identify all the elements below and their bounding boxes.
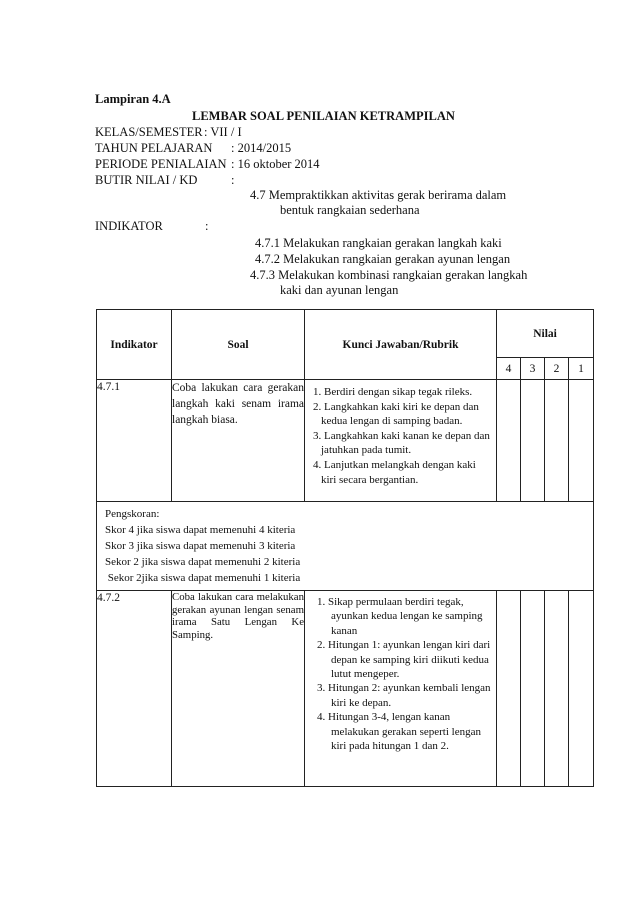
row1-kunci-item: 2. Langkahkan kaki kiri ke depan dan kedua lengan di samping badan. (313, 400, 479, 428)
tahun-label: TAHUN PELAJARAN (95, 141, 213, 155)
kd-line-1: 4.7 Mempraktikkan aktivitas gerak berirama dalam (250, 188, 507, 202)
row1-soal-cell (172, 380, 305, 502)
row1-nilai-3[interactable] (521, 380, 545, 502)
scoring-cell (97, 502, 594, 591)
row2-soal-cell (172, 591, 305, 787)
row2-kunci-list (313, 595, 492, 753)
header-kunci: Kunci Jawaban/Rubrik (305, 310, 497, 380)
scoring-line: Sekor 2 jika siswa dapat memenuhi 2 kiteria (105, 556, 301, 568)
indikator-colon: : (205, 219, 209, 233)
row2-kunci-item: 4. Hitungan 3-4, lengan kanan melakukan gerakan seperti lengan kiri pada hitungan 1 dan 2. (317, 711, 481, 753)
indicator-4-7-3-line-2: kaki dan ayunan lengan (280, 283, 399, 297)
row1-indikator: 4.7.1 (97, 380, 172, 502)
row2-nilai-3[interactable] (521, 591, 545, 787)
row2-soal: Coba lakukan cara melakukan gerakan ayunan lengan senam irama Satu Lengan Ke Samping. (172, 591, 304, 641)
tahun-value: : 2014/2015 (231, 141, 292, 155)
kd-line-2: bentuk rangkaian sederhana (280, 203, 420, 217)
periode-label: PERIODE PENIALAIAN (95, 157, 227, 171)
nilai-col-1: 1 (569, 358, 594, 380)
periode-value: : 16 oktober 2014 (231, 157, 320, 171)
kelas-value: : VII / I (204, 125, 242, 139)
scoring-title: Pengskoran: (105, 508, 160, 520)
row2-nilai-4[interactable] (497, 591, 521, 787)
row1-kunci-cell (305, 380, 497, 502)
row2-nilai-2[interactable] (545, 591, 569, 787)
header-nilai: Nilai (497, 310, 594, 358)
indicator-4-7-3-line-1: 4.7.3 Melakukan kombinasi rangkaian gerakan langkah (250, 268, 528, 282)
row1-kunci-item: 4. Lanjutkan melangkah dengan kaki kiri secara bergantian. (313, 458, 476, 486)
butir-label: BUTIR NILAI / KD (95, 173, 198, 187)
butir-colon: : (231, 173, 235, 187)
nilai-col-2: 2 (545, 358, 569, 380)
row2-kunci-cell (305, 591, 497, 787)
row2-kunci-item: 1. Sikap permulaan berdiri tegak, ayunkan kedua lengan ke samping kanan (317, 596, 483, 637)
row1-kunci-item: 1. Berdiri dengan sikap tegak rileks. (313, 386, 473, 398)
row1-kunci-item: 3. Langkahkan kaki kanan ke depan dan jatuhkan pada tumit. (313, 429, 490, 457)
scoring-line: Sekor 2jika siswa dapat memenuhi 1 kiteria (105, 572, 301, 584)
nilai-col-3: 3 (521, 358, 545, 380)
row2-kunci-item: 3. Hitungan 2: ayunkan kembali lengan kiri ke depan. (317, 682, 491, 709)
row2-kunci-item: 2. Hitungan 1: ayunkan lengan kiri dari depan ke samping kiri diikuti kedua lutut mengeper. (317, 639, 491, 681)
row1-kunci-list (309, 385, 492, 487)
kelas-label: KELAS/SEMESTER (95, 125, 203, 139)
scoring-line: Skor 3 jika siswa dapat memenuhi 3 kiteria (105, 540, 296, 552)
indicator-4-7-2: 4.7.2 Melakukan rangkaian gerakan ayunan lengan (255, 252, 511, 266)
header-soal: Soal (172, 310, 305, 380)
lampiran-label: Lampiran 4.A (95, 92, 171, 106)
indikator-label: INDIKATOR (95, 219, 163, 233)
scoring-line: Skor 4 jika siswa dapat memenuhi 4 kiteria (105, 524, 296, 536)
row1-soal: Coba lakukan cara gerakan langkah kaki senam irama langkah biasa. (172, 382, 304, 426)
row2-indikator: 4.7.2 (97, 591, 172, 787)
header-indikator: Indikator (97, 310, 172, 380)
assessment-table (96, 309, 594, 787)
row1-nilai-2[interactable] (545, 380, 569, 502)
nilai-col-4: 4 (497, 358, 521, 380)
row1-nilai-4[interactable] (497, 380, 521, 502)
row1-nilai-1[interactable] (569, 380, 594, 502)
indicator-4-7-1: 4.7.1 Melakukan rangkaian gerakan langkah kaki (255, 236, 502, 250)
row2-nilai-1[interactable] (569, 591, 594, 787)
document-title: LEMBAR SOAL PENILAIAN KETRAMPILAN (192, 109, 455, 123)
